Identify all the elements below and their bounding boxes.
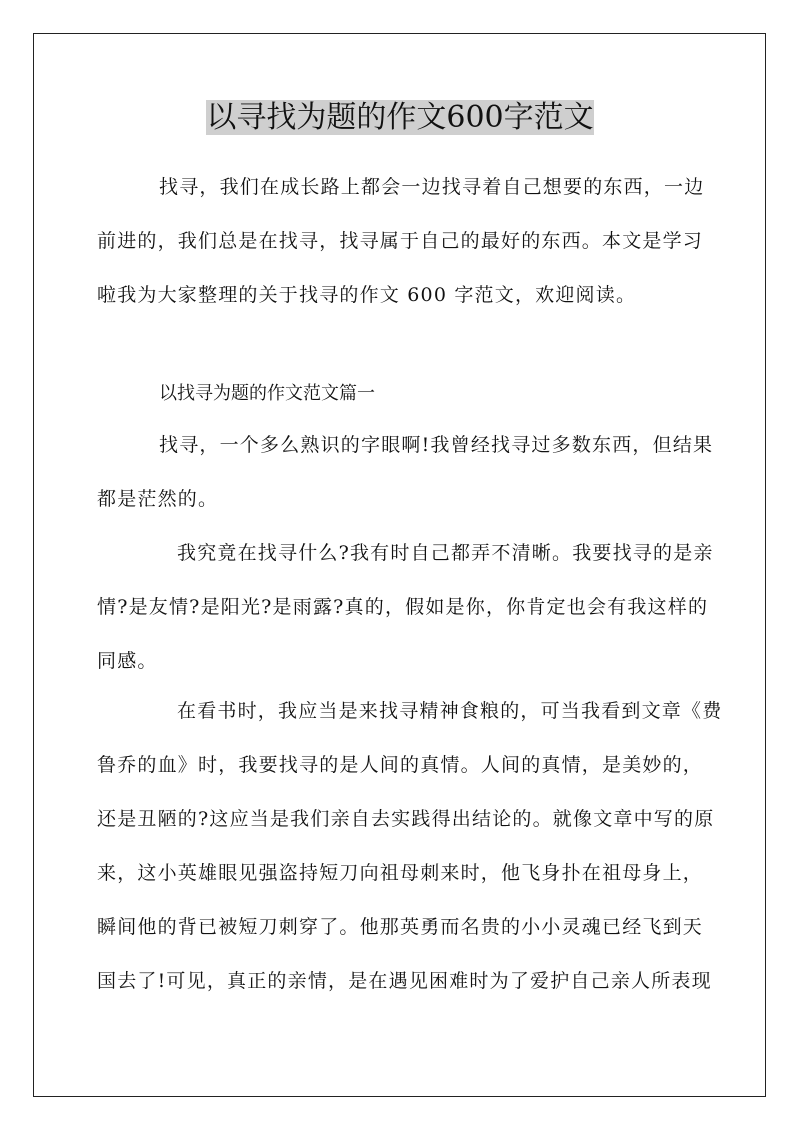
title-part-3: 字范文 [503, 100, 594, 135]
para3-line-4: 来，这小英雄眼见强盗持短刀向祖母刺来时，他飞身扑在祖母身上， [97, 862, 704, 884]
para2-line-3: 同感。 [97, 650, 158, 672]
title-part-1: 以寻找为题的作文 [206, 100, 447, 135]
paragraph-2 [97, 526, 714, 688]
intro-line-1: 找寻，我们在成长路上都会一边找寻着自己想要的东西，一边 [159, 176, 705, 198]
para2-line-2: 情?是友情?是阳光?是雨露?真的，假如是你，你肯定也会有我这样的 [97, 596, 709, 618]
para3-line-3: 还是丑陋的?这应当是我们亲自去实践得出结论的。就像文章中写的原 [97, 808, 715, 830]
intro-line-2: 前进的，我们总是在找寻，找寻属于自己的最好的东西。本文是学习 [97, 230, 704, 252]
para2-line-1: 我究竟在找寻什么?我有时自己都弄不清晰。我要找寻的是亲 [177, 542, 714, 564]
para3-line-2: 鲁乔的血》时，我要找寻的是人间的真情。人间的真情，是美妙的， [97, 754, 704, 776]
title-container [0, 98, 800, 138]
para3-line-5: 瞬间他的背已被短刀刺穿了。他那英勇而名贵的小小灵魂已经飞到天 [97, 916, 704, 938]
para3-line-1: 在看书时，我应当是来找寻精神食粮的，可当我看到文章《费 [177, 700, 723, 722]
title-part-2: 600 [446, 100, 504, 135]
para1-line-1: 找寻，一个多么熟识的字眼啊!我曾经找寻过多数东西，但结果 [159, 434, 714, 456]
section-heading: 以找寻为题的作文范文篇一 [159, 383, 375, 404]
paragraph-1 [97, 418, 714, 526]
intro-paragraph [97, 160, 703, 322]
para3-line-6: 国去了!可见，真正的亲情，是在遇见困难时为了爱护自己亲人所表现 [97, 970, 712, 992]
paragraph-3 [97, 684, 723, 1008]
para1-line-2: 都是茫然的。 [97, 488, 219, 510]
document-title [206, 98, 593, 138]
intro-line-3: 啦我为大家整理的关于找寻的作文 600 字范文，欢迎阅读。 [97, 284, 637, 306]
